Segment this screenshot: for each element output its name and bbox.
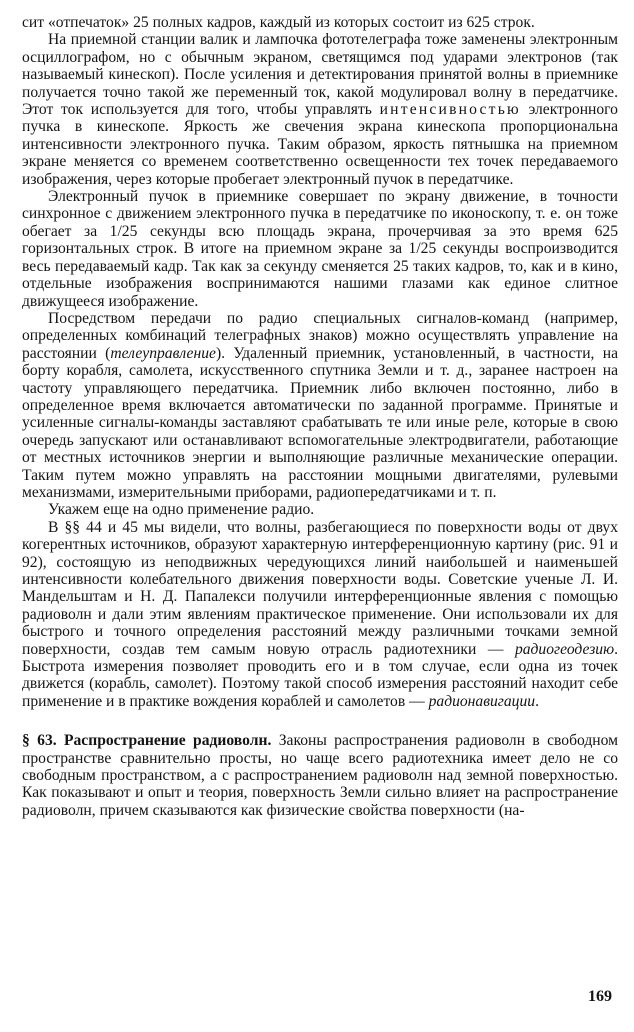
text-run: Законы распространения радиоволн в свободном пространстве сравнительно просты, но чаще всего радиотехника имеет дело не со свободным пространством, а с распространением радиоволн над земной поверхностью. Как показывают и опыт и теория, поверхность Земли сильно влияет на распространение радиоволн, причем сказываются как физические свойства поверхности (на- <box>22 732 618 819</box>
section-title: § 63. Распространение радиоволн. <box>22 732 272 750</box>
text-run: . Быстрота измерения позволяет проводить его и в том случае, если одна из точек движется (корабль, самолет). Поэтому такой способ измерения расстояний находит себе применение и в практике вождения кораблей и самолетов — <box>22 640 618 710</box>
text-run: В §§ 44 и 45 мы видели, что волны, разбегающиеся по поверхности воды от двух когерентных источников, образуют характерную интерференционную картину (рис. 91 и 92), состоящую из неподвижных чередующихся линий наибольшей и наименьшей интенсивности колебательного движения поверхности воды. Советские ученые Л. И. Мандельштам и Н. Д. Папалекси получили интерференционные явления с помощью радиоволн и дали этим явлениям практическое применение. Они использовали их для быстрого и точного определения расстояний между различными точками земной поверхности, создав тем самым новую отрасль радиотехники — <box>22 518 618 658</box>
text-run: . <box>535 692 539 710</box>
paragraph <box>22 188 618 310</box>
text-run: сит «отпечаток» 25 полных кадров, каждый из которых состоит из 625 строк. <box>22 14 535 31</box>
text-run: Укажем еще на одно применение радио. <box>48 501 315 519</box>
paragraph <box>22 310 618 501</box>
section-heading-paragraph <box>22 732 618 819</box>
text-run: электронного пучка в кинескопе. Яркость же свечения экрана кинескопа пропорциональна интенсивности электронного пучка. Таким образом, яркость пятнышка на приемном экране меняется со временем соответственно освещенности тех точек передаваемого изображения, через которые пробегает электронный пучок в передатчике. <box>22 101 618 188</box>
paragraph <box>22 14 618 31</box>
text-run: Электронный пучок в приемнике совершает по экрану движение, в точности синхронное с движением электронного пучка в передатчике по иконоскопу, т. е. он тоже обегает за 1/25 секунды всю площадь экрана, прочерчивая за это время 625 горизонтальных строк. В итоге на приемном экране за 1/25 секунды воспроизводится весь передаваемый кадр. Так как за секунду сменяется 25 таких кадров, то, как и в кино, отдельные изображения воспринимаются нашими глазами как единое слитное движущееся изображение. <box>22 188 618 310</box>
italic-term: радионавигации <box>428 692 536 710</box>
paragraph <box>22 31 618 188</box>
text-run: ). Удаленный приемник, установленный, в частности, на борту корабля, самолета, искусственного спутника Земли и т. д., заранее настроен на частоту управляющего передатчика. Приемник либо включен постоянно, либо в определенное время включается автоматически по заданной программе. Принятые и усиленные сигналы-команды заставляют срабатывать те или иные реле, которые в свою очередь запускают или останавливают вспомогательные электродвигатели, работающие от местных источников энергии и выполняющие различные механические операции. Таким путем можно управлять на расстоянии мощными двигателями, рулевыми механизмами, измерительными приборами, радиопередатчиками и т. п. <box>22 344 619 501</box>
section-gap <box>22 710 618 732</box>
page-number: 169 <box>588 988 612 1005</box>
page-body <box>22 14 618 819</box>
spaced-emphasis: интенсивностью <box>379 101 521 119</box>
paragraph <box>22 519 618 710</box>
italic-term: радиогеодезию <box>514 640 615 658</box>
paragraph <box>22 501 618 518</box>
text-run: Посредством передачи по радио специальных сигналов-команд (например, определенных комбинаций телеграфных знаков) можно осуществлять управление на расстоянии ( <box>22 309 618 362</box>
italic-term: телеуправление <box>110 344 216 362</box>
text-run: На приемной станции валик и лампочка фототелеграфа тоже заменены электронным осциллографом, но с обычным экраном, светящимся под ударами электронов (так называемый кинескоп). После усиления и детектирования принятой волны в приемнике получается точно такой же переменный ток, какой модулировал волну в передатчике. Этот ток используется для того, чтобы управлять <box>22 31 618 119</box>
